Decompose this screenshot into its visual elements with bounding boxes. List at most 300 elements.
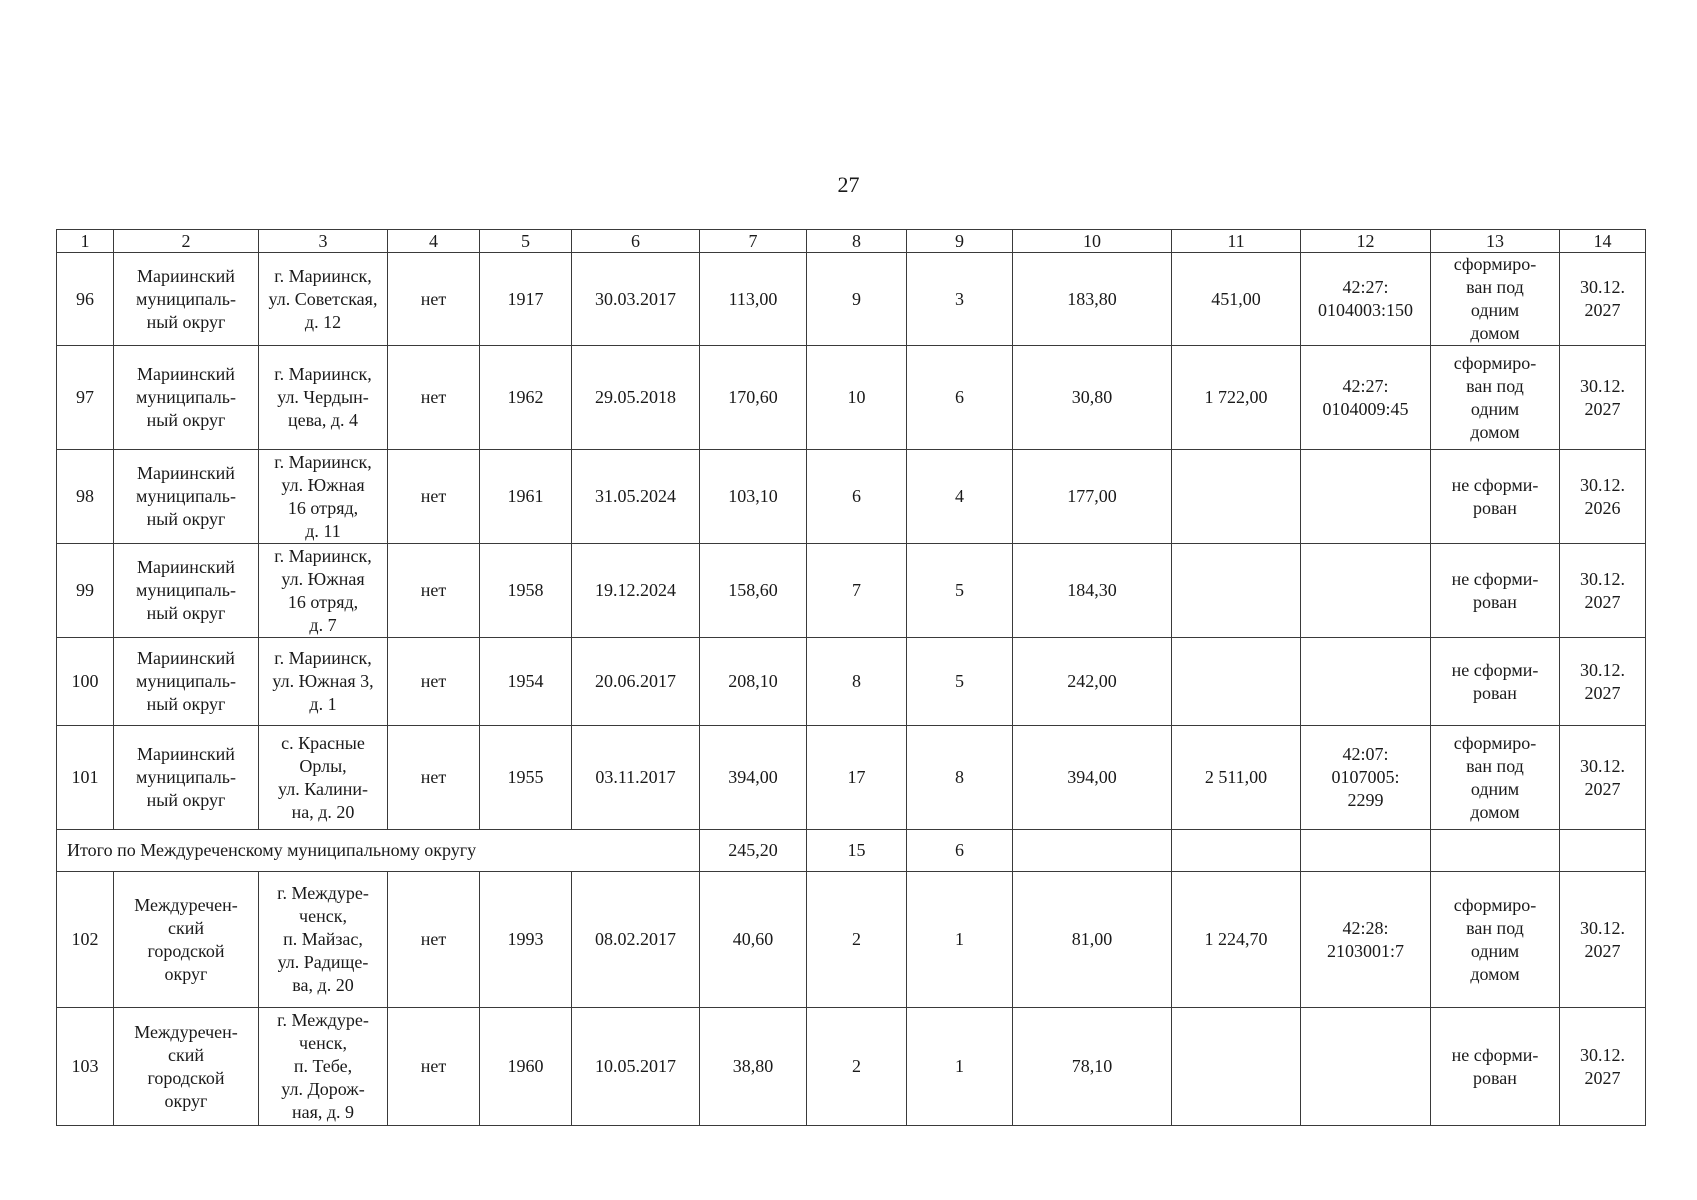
cell-text: 42:27: [1342, 277, 1389, 297]
cell-text: 1962 [507, 387, 544, 407]
cell-text: ул. Калини- [278, 778, 368, 799]
resettlement-deadline-cell [1560, 726, 1646, 830]
plot-area-cell [1172, 872, 1301, 1008]
total-area-cell [700, 450, 807, 544]
plot-status-cell [1431, 544, 1560, 638]
cell-text: 113,00 [728, 288, 778, 309]
cell-text: рован [1473, 497, 1517, 518]
cell-text: 0104009:45 [1322, 398, 1409, 419]
resettlement-deadline-cell [1560, 253, 1646, 346]
table-row [57, 450, 1646, 544]
column-number-header: 9 [907, 230, 1013, 253]
apartments-count-cell [807, 346, 907, 450]
cell-text: Мариинский [137, 463, 235, 483]
cell-text: Междуречен- [134, 1021, 238, 1042]
cell-text: 30.12. [1580, 755, 1625, 776]
cell-text: одним [1470, 940, 1520, 961]
cell-text: 177,00 [1067, 486, 1117, 506]
plot-status-cell [1431, 346, 1560, 450]
year-built-cell [480, 253, 572, 346]
cell-text: ул. Чердын- [277, 387, 369, 407]
cell-text: муниципаль- [136, 580, 236, 600]
column-number-header: 10 [1013, 230, 1172, 253]
cell-text: Мариинский [137, 265, 235, 286]
table-row [57, 346, 1646, 450]
municipality-cell [114, 1008, 259, 1126]
residents-count-cell [907, 450, 1013, 544]
cell-text: нет [420, 387, 447, 407]
cell-text: Мариинский [137, 744, 235, 764]
year-built-cell [480, 1008, 572, 1126]
cell-text: нет [420, 580, 447, 600]
cell-text: рован [1473, 682, 1517, 703]
cell-text: 16 отряд, [287, 497, 359, 518]
cadastral-number-cell [1301, 638, 1431, 726]
cell-text: 2027 [1584, 398, 1621, 419]
cell-text: не сформи- [1451, 659, 1539, 680]
cell-text: 30.12. [1580, 917, 1625, 938]
cell-text: 1954 [507, 671, 544, 691]
recognition-date-cell [572, 346, 700, 450]
cell-text: Мариинский [137, 364, 235, 384]
column-number-header: 13 [1431, 230, 1560, 253]
cell-text: 1 [955, 929, 964, 949]
cultural-heritage-cell [388, 726, 480, 830]
cell-text: ван под [1466, 917, 1524, 938]
land-area-cell [1013, 638, 1172, 726]
address-cell [259, 1008, 388, 1126]
cell-text: домом [1470, 963, 1520, 984]
cell-text: 6 [852, 486, 861, 506]
row-number-cell [57, 346, 114, 450]
cell-text: 394,00 [1067, 767, 1117, 787]
land-area-cell [1013, 872, 1172, 1008]
cell-text: 42:27: [1342, 375, 1389, 396]
cell-text: ул. Южная 3, [272, 671, 374, 691]
cell-text: ул. Советская, [268, 288, 378, 309]
cell-text: 2027 [1584, 591, 1621, 612]
cell-text: 03.11.2017 [595, 767, 676, 787]
cultural-heritage-cell [388, 544, 480, 638]
cell-text: 3 [955, 288, 964, 309]
cell-text: Междуречен- [134, 894, 238, 915]
cell-text: сформиро- [1453, 732, 1537, 753]
cell-text: г. Мариинск, [274, 545, 372, 566]
cell-text: 2103001:7 [1326, 940, 1404, 961]
residents-count-cell [907, 726, 1013, 830]
address-cell [259, 726, 388, 830]
cell-text: сформиро- [1453, 352, 1537, 373]
cell-text: ский [168, 917, 204, 938]
residents-count-cell [907, 544, 1013, 638]
total-area-cell [700, 253, 807, 346]
cell-text: 2026 [1584, 497, 1621, 518]
cultural-heritage-cell [388, 872, 480, 1008]
year-built-cell [480, 872, 572, 1008]
column-number-header: 1 [57, 230, 114, 253]
cell-text: 208,10 [728, 671, 778, 691]
cell-text: 30.12. [1580, 1044, 1625, 1065]
cell-text: Мариинский [137, 648, 235, 668]
cell-text: муниципаль- [136, 767, 236, 787]
cell-text: д. 1 [309, 694, 337, 714]
cell-text: 1960 [507, 1056, 544, 1076]
cell-text: 97 [76, 387, 94, 407]
cultural-heritage-cell [388, 253, 480, 346]
cell-text: г. Мариинск, [274, 648, 372, 668]
plot-area-cell [1172, 450, 1301, 544]
resettlement-deadline-cell [1560, 544, 1646, 638]
municipality-cell [114, 450, 259, 544]
cell-text: ный округ [146, 603, 226, 623]
cell-text: 6 [955, 387, 964, 407]
land-area-cell [1013, 544, 1172, 638]
cadastral-number-cell [1301, 450, 1431, 544]
column-number-header: 14 [1560, 230, 1646, 253]
total-value-cell [1172, 830, 1301, 872]
cell-text: ная, д. 9 [291, 1102, 355, 1122]
cell-text: 184,30 [1067, 580, 1117, 600]
recognition-date-cell [572, 638, 700, 726]
municipality-cell [114, 544, 259, 638]
cultural-heritage-cell [388, 638, 480, 726]
cadastral-number-cell [1301, 726, 1431, 830]
cell-text: 1 722,00 [1204, 387, 1268, 407]
recognition-date-cell [572, 872, 700, 1008]
total-label: Итого по Междуреченскому муниципальному округу [57, 830, 700, 872]
cell-text: 451,00 [1211, 288, 1261, 309]
cadastral-number-cell [1301, 253, 1431, 346]
land-area-cell [1013, 450, 1172, 544]
cell-text: 10 [847, 387, 866, 407]
cell-text: 102 [71, 929, 99, 949]
cell-text: ван под [1466, 277, 1524, 297]
table-row [57, 544, 1646, 638]
cell-text: Орлы, [299, 755, 347, 776]
cadastral-number-cell [1301, 346, 1431, 450]
apartments-count-cell [807, 872, 907, 1008]
residents-count-cell [907, 253, 1013, 346]
cell-text: 5 [955, 580, 964, 600]
cell-text: 103 [71, 1056, 99, 1076]
cultural-heritage-cell [388, 346, 480, 450]
apartments-count-cell [807, 726, 907, 830]
cell-text: одним [1470, 398, 1520, 419]
residents-count-cell [907, 872, 1013, 1008]
cell-text: сформиро- [1453, 894, 1537, 915]
cell-text: 20.06.2017 [595, 671, 676, 691]
address-cell [259, 253, 388, 346]
row-number-cell [57, 544, 114, 638]
cell-text: 4 [955, 486, 964, 506]
cell-text: цева, д. 4 [287, 410, 359, 430]
cell-text: 30.12. [1580, 474, 1625, 495]
cell-text: 2027 [1584, 778, 1621, 799]
plot-status-cell [1431, 1008, 1560, 1126]
cell-text: 2 [852, 1056, 861, 1076]
total-value-cell [1560, 830, 1646, 872]
cultural-heritage-cell [388, 450, 480, 544]
row-number-cell [57, 638, 114, 726]
recognition-date-cell [572, 544, 700, 638]
row-number-cell [57, 253, 114, 346]
cadastral-number-cell [1301, 544, 1431, 638]
apartments-count-cell [807, 544, 907, 638]
cell-text: 8 [955, 767, 964, 787]
cell-text: 30.03.2017 [595, 288, 676, 309]
plot-area-cell [1172, 346, 1301, 450]
cell-text: 2027 [1584, 1067, 1621, 1088]
municipality-cell [114, 638, 259, 726]
plot-status-cell [1431, 638, 1560, 726]
cell-text: 100 [71, 671, 99, 691]
cell-text: 2 [852, 929, 861, 949]
cell-text: рован [1473, 1067, 1517, 1088]
table-row [57, 253, 1646, 346]
cadastral-number-cell [1301, 872, 1431, 1008]
cell-text: 30,80 [1071, 387, 1113, 407]
cell-text: 2027 [1584, 940, 1621, 961]
cell-text: Мариинский [137, 557, 235, 577]
cell-text: ченск, [299, 1033, 347, 1053]
resettlement-deadline-cell [1560, 638, 1646, 726]
total-value-cell: 245,20 [700, 830, 807, 872]
cell-text: городской [147, 1067, 225, 1088]
cell-text: ный округ [146, 694, 226, 714]
recognition-date-cell [572, 450, 700, 544]
cell-text: 183,80 [1067, 288, 1117, 309]
cell-text: 5 [955, 671, 964, 691]
cell-text: ва, д. 20 [292, 975, 354, 995]
resettlement-deadline-cell [1560, 1008, 1646, 1126]
plot-area-cell [1172, 544, 1301, 638]
cell-text: не сформи- [1451, 1044, 1539, 1065]
total-value-cell: 6 [907, 830, 1013, 872]
address-cell [259, 346, 388, 450]
table-row [57, 1008, 1646, 1126]
total-area-cell [700, 638, 807, 726]
total-value-cell [1301, 830, 1431, 872]
cell-text: ский [168, 1044, 204, 1065]
cell-text: муниципаль- [136, 671, 236, 691]
land-area-cell [1013, 346, 1172, 450]
cell-text: 17 [847, 767, 866, 787]
column-number-header: 6 [572, 230, 700, 253]
cell-text: округ [164, 963, 208, 984]
plot-area-cell [1172, 638, 1301, 726]
cell-text: г. Междуре- [277, 1010, 369, 1030]
cell-text: домом [1470, 323, 1520, 343]
cell-text: ул. Южная [281, 474, 365, 495]
address-cell [259, 450, 388, 544]
page-number: 27 [837, 172, 860, 197]
residents-count-cell [907, 638, 1013, 726]
apartments-count-cell [807, 638, 907, 726]
cell-text: 1 [955, 1056, 964, 1076]
row-number-cell [57, 872, 114, 1008]
column-number-header: 8 [807, 230, 907, 253]
cell-text: г. Мариинск, [274, 265, 372, 286]
cell-text: 99 [76, 580, 94, 600]
cell-text: 0104003:150 [1317, 300, 1413, 320]
column-number-header: 4 [388, 230, 480, 253]
cell-text: 29.05.2018 [595, 387, 676, 407]
cell-text: 98 [76, 486, 94, 506]
cell-text: 96 [76, 288, 94, 309]
cell-text: 08.02.2017 [595, 929, 676, 949]
year-built-cell [480, 450, 572, 544]
cell-text: 2 511,00 [1204, 767, 1268, 787]
year-built-cell [480, 346, 572, 450]
column-number-header: 2 [114, 230, 259, 253]
cell-text: ный округ [146, 311, 226, 332]
year-built-cell [480, 638, 572, 726]
cell-text: 1 224,70 [1204, 929, 1268, 949]
cell-text: одним [1470, 778, 1520, 799]
cell-text: 1961 [507, 486, 544, 506]
cell-text: нет [420, 486, 447, 506]
land-area-cell [1013, 1008, 1172, 1126]
cell-text: 42:07: [1342, 744, 1389, 764]
cell-text: муниципаль- [136, 387, 236, 407]
residents-count-cell [907, 1008, 1013, 1126]
column-number-header: 12 [1301, 230, 1431, 253]
year-built-cell [480, 544, 572, 638]
cell-text: д. 11 [305, 520, 341, 541]
cell-text: домом [1470, 801, 1520, 822]
table-row [57, 872, 1646, 1008]
address-cell [259, 544, 388, 638]
cell-text: ул. Радище- [277, 952, 369, 972]
cell-text: 16 отряд, [287, 591, 359, 612]
cell-text: с. Красные [281, 732, 365, 753]
cell-text: г. Междуре- [277, 883, 369, 903]
cell-text: 42:28: [1342, 917, 1389, 938]
plot-status-cell [1431, 726, 1560, 830]
cell-text: ван под [1466, 375, 1524, 396]
cell-text: 1993 [507, 929, 544, 949]
cell-text: не сформи- [1451, 568, 1539, 589]
column-number-header: 3 [259, 230, 388, 253]
municipality-cell [114, 346, 259, 450]
total-value-cell [1431, 830, 1560, 872]
cell-text: нет [420, 288, 447, 309]
cell-text: нет [420, 671, 447, 691]
cell-text: 242,00 [1067, 671, 1117, 691]
cell-text: ул. Южная [281, 568, 365, 589]
plot-area-cell [1172, 726, 1301, 830]
cell-text: п. Майзас, [283, 929, 363, 949]
municipality-cell [114, 872, 259, 1008]
year-built-cell [480, 726, 572, 830]
plot-status-cell [1431, 253, 1560, 346]
cell-text: 38,80 [732, 1056, 774, 1076]
total-area-cell [700, 346, 807, 450]
cell-text: 10.05.2017 [595, 1056, 676, 1076]
cell-text: округ [164, 1090, 208, 1111]
cell-text: г. Мариинск, [274, 451, 372, 472]
cell-text: муниципаль- [136, 288, 236, 309]
address-cell [259, 638, 388, 726]
cell-text: 30.12. [1580, 277, 1625, 297]
cell-text: ный округ [146, 509, 226, 529]
cell-text: ул. Дорож- [281, 1079, 365, 1099]
cell-text: 78,10 [1071, 1056, 1113, 1076]
cell-text: г. Мариинск, [274, 364, 372, 384]
cell-text: 30.12. [1580, 375, 1625, 396]
cell-text: д. 7 [309, 614, 337, 635]
cell-text: 394,00 [728, 767, 778, 787]
plot-status-cell [1431, 450, 1560, 544]
plot-area-cell [1172, 253, 1301, 346]
cell-text: не сформи- [1451, 474, 1539, 495]
cell-text: 2027 [1584, 682, 1621, 703]
cell-text: нет [420, 767, 447, 787]
cell-text: нет [420, 1056, 447, 1076]
apartments-count-cell [807, 253, 907, 346]
cell-text: 2299 [1347, 790, 1384, 810]
cell-text: 101 [71, 767, 99, 787]
table-row [57, 638, 1646, 726]
land-area-cell [1013, 726, 1172, 830]
cell-text: 2027 [1584, 300, 1621, 320]
cell-text: 30.12. [1580, 568, 1625, 589]
cell-text: городской [147, 940, 225, 961]
total-value-cell [1013, 830, 1172, 872]
cadastral-number-cell [1301, 1008, 1431, 1126]
cell-text: сформиро- [1453, 254, 1537, 274]
cell-text: 81,00 [1071, 929, 1113, 949]
cell-text: 7 [852, 580, 861, 600]
cell-text: нет [420, 929, 447, 949]
cell-text: муниципаль- [136, 486, 236, 506]
municipality-cell [114, 253, 259, 346]
cell-text: 1958 [507, 580, 544, 600]
resettlement-deadline-cell [1560, 872, 1646, 1008]
cell-text: 30.12. [1580, 659, 1625, 680]
cultural-heritage-cell [388, 1008, 480, 1126]
land-area-cell [1013, 253, 1172, 346]
column-number-header: 7 [700, 230, 807, 253]
cell-text: 1955 [507, 767, 544, 787]
recognition-date-cell [572, 253, 700, 346]
resettlement-deadline-cell [1560, 450, 1646, 544]
cell-text: одним [1470, 300, 1520, 320]
address-cell [259, 872, 388, 1008]
cell-text: ный округ [146, 790, 226, 810]
cell-text: 1917 [507, 288, 544, 309]
cell-text: ный округ [146, 410, 226, 430]
row-number-cell [57, 726, 114, 830]
cell-text: 9 [852, 288, 861, 309]
total-row [57, 830, 1646, 872]
total-value-cell: 15 [807, 830, 907, 872]
row-number-cell [57, 450, 114, 544]
cell-text: рован [1473, 591, 1517, 612]
cell-text: 103,10 [728, 486, 778, 506]
total-area-cell [700, 544, 807, 638]
cell-text: п. Тебе, [293, 1056, 353, 1076]
column-number-header-row [57, 230, 1646, 253]
cell-text: на, д. 20 [291, 801, 355, 822]
column-number-header: 11 [1172, 230, 1301, 253]
cell-text: 19.12.2024 [595, 580, 676, 600]
cell-text: д. 12 [304, 311, 342, 332]
plot-area-cell [1172, 1008, 1301, 1126]
cell-text: ван под [1466, 755, 1524, 776]
cell-text: ченск, [299, 906, 347, 926]
row-number-cell [57, 1008, 114, 1126]
